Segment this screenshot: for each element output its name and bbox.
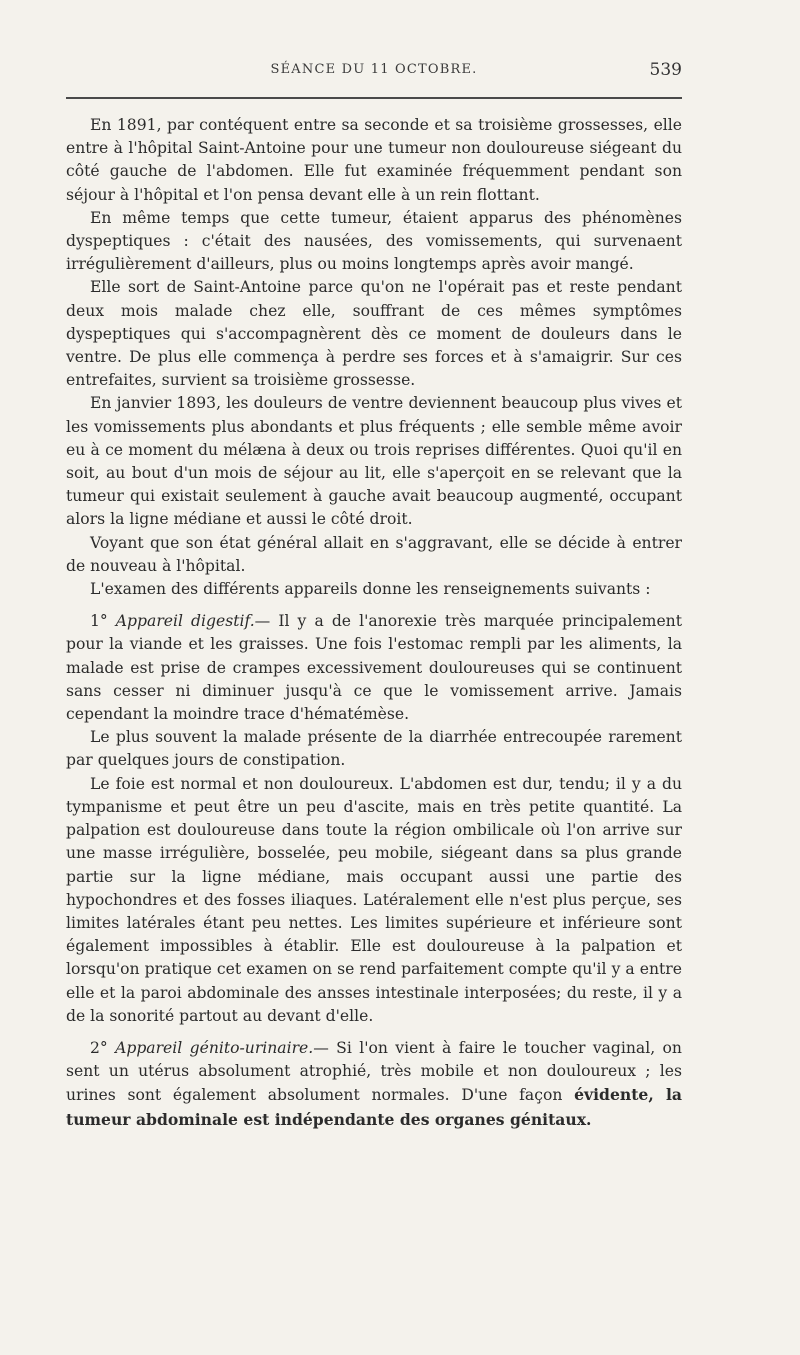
paragraph-text: En même temps que cette tumeur, étaient apparus des phénomènes dyspeptiques : c'était des nausées, des vomissements, qui survenaent irrégulièrement d'ailleurs, plus ou moins longtemps après avoir mangé. [66, 208, 682, 274]
paragraph-tail: évidente, la tumeur abdominale est indépendante des organes génitaux. [66, 1085, 682, 1129]
paragraph-text: Voyant que son état général allait en s'aggravant, elle se décide à entrer de nouveau à l'hôpital. [66, 533, 682, 575]
paragraph-8 [66, 726, 682, 772]
section-number: 1° [90, 612, 116, 631]
page-number: 539 [649, 60, 682, 80]
paragraph-10 [66, 1037, 682, 1132]
section-heading: Appareil digestif. [115, 612, 255, 631]
paragraph-text: — Si l'on vient à faire le toucher vaginal, on sent un utérus absolument atrophié, très mobile et non douloureux ; les urines sont également absolument normales. D'une façon [66, 1038, 682, 1105]
paragraph-text: En 1891, par contéquent entre sa seconde et sa troisième grossesses, elle entre à l'hôpital Saint-Antoine pour une tumeur non douloureuse siégeant du côté gauche de l'abdomen. Elle fut examinée fréquemment pendant son séjour à l'hôpital et l'on pensa devant elle à un rein flottant. [66, 116, 682, 204]
paragraph-2 [66, 207, 682, 277]
running-head-title: SÉANCE DU 11 OCTOBRE. [270, 62, 478, 77]
running-head [66, 60, 682, 86]
section-heading: Appareil génito-urinaire. [115, 1038, 314, 1057]
paragraph-5 [66, 532, 682, 578]
paragraph-text: En janvier 1893, les douleurs de ventre deviennent beaucoup plus vives et les vomissements plus abondants et plus fréquents ; elle semble même avoir eu à ce moment du mélæna à deux ou trois reprises différentes. Quoi qu'il en soit, au bout d'un mois de séjour au lit, elle s'aperçoit en se relevant que la tumeur qui existait seulement à gauche avait beaucoup augmenté, occupant alors la ligne médiane et aussi le côté droit. [66, 394, 682, 529]
paragraph-3 [66, 276, 682, 392]
paragraph-7 [66, 610, 682, 726]
paragraph-1 [66, 114, 682, 207]
paragraph-text: — Il y a de l'anorexie très marquée principalement pour la viande et les graisses. Une fois l'estomac rempli par les aliments, la malade est prise de crampes excessivement douloureuses qui se continuent sans cesser ni diminuer jusqu'à ce que le vomissement arrive. Jamais cependant la moindre trace d'hématémèse. [66, 612, 682, 724]
section-number: 2° [90, 1038, 116, 1057]
paragraph-9 [66, 773, 682, 1028]
paragraph-4 [66, 392, 682, 531]
paragraph-text: Elle sort de Saint-Antoine parce qu'on ne l'opérait pas et reste pendant deux mois malade chez elle, souffrant de ces mêmes symptômes dyspeptiques qui s'accompagnèrent dès ce moment de douleurs dans le ventre. De plus elle commença à perdre ses forces et à s'amaigrir. Sur ces entrefaites, survient sa troisième grossesse. [66, 278, 682, 390]
paragraph-text: Le foie est normal et non douloureux. L'abdomen est dur, tendu; il y a du tympanisme et peut être un peu d'ascite, mais en très petite quantité. La palpation est douloureuse dans toute la région ombilicale où l'on arrive sur une masse irrégulière, bosselée, peu mobile, siégeant dans sa plus grande partie sur la ligne médiane, mais occupant aussi une partie des hypochondres et des fosses iliaques. Latéralement elle n'est plus perçue, ses limites latérales étant peu nettes. Les limites supérieure et inférieure sont également impossibles à établir. Elle est douloureuse à la palpation et lorsqu'on pratique cet examen on se rend parfaitement compte qu'il y a entre elle et la paroi abdominale des ansses intestinale interposées; du reste, il y a de la sonorité partout au devant d'elle. [66, 774, 682, 1025]
header-rule [66, 97, 682, 99]
paragraph-text: Le plus souvent la malade présente de la diarrhée entrecoupée rarement par quelques jours de constipation. [66, 728, 682, 770]
paragraph-text: L'examen des différents appareils donne les renseignements suivants : [90, 580, 651, 599]
paragraph-6 [66, 578, 682, 601]
body-text [66, 114, 682, 1132]
